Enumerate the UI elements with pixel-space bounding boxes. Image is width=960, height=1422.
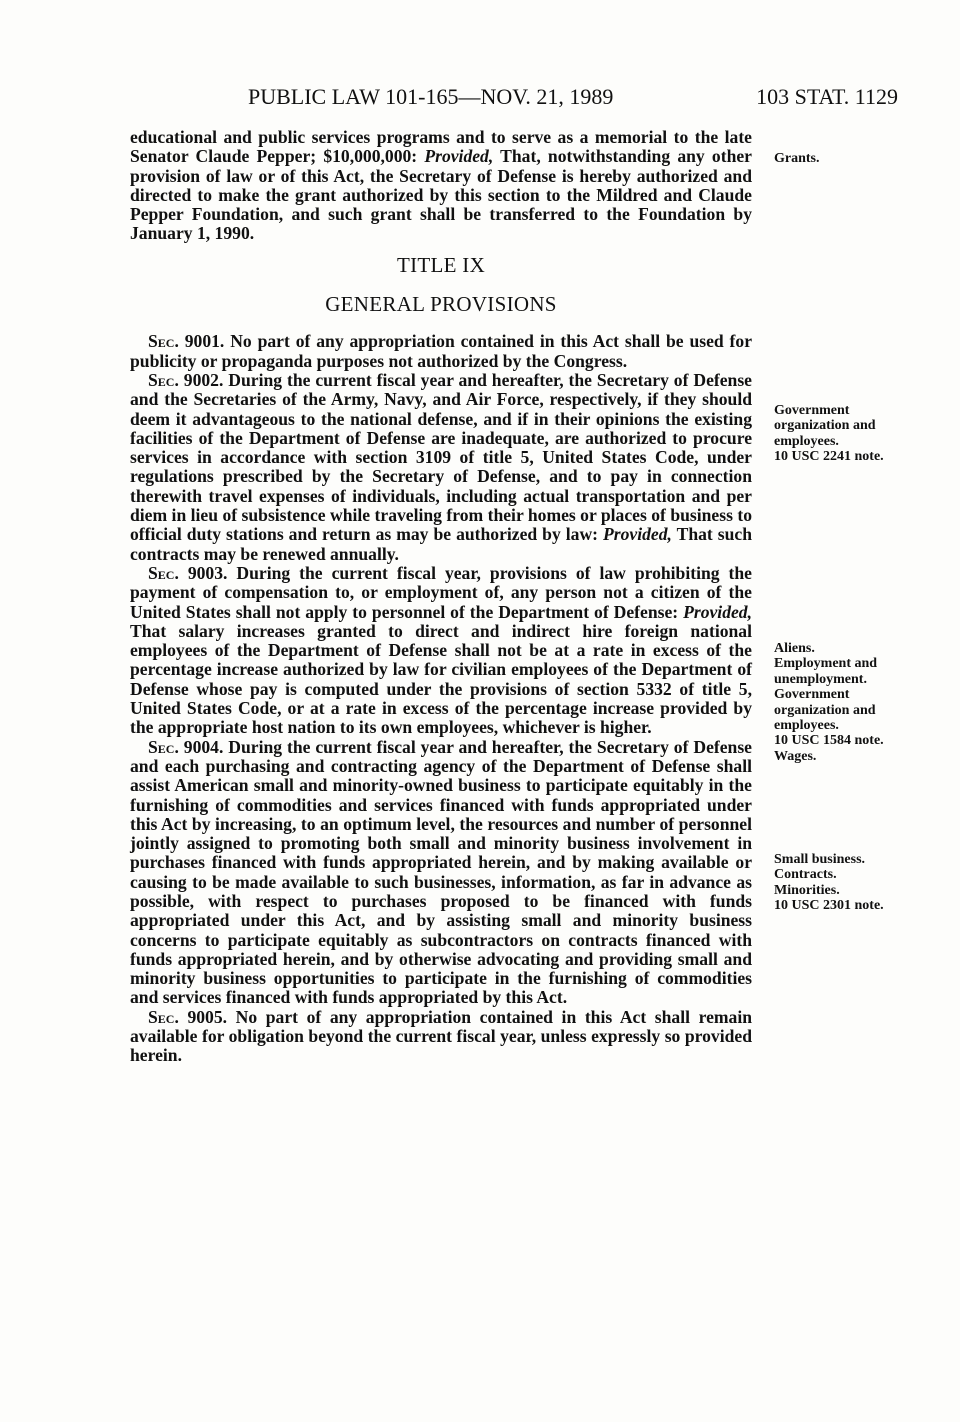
page-header	[0, 84, 960, 114]
margin-note-9003: Aliens. Employment and unemployment. Government organization and employees. 10 USC 1584 note. Wages.	[774, 641, 884, 764]
provided-italic: Provided,	[424, 146, 494, 167]
section-9001: Sec. 9001. No part of any appropriation contained in this Act shall be used for publicity or propaganda purposes not authorized by the Congress.	[130, 331, 753, 371]
section-label: Sec. 9001.	[148, 331, 225, 352]
stat-page-number: 103 STAT. 1129	[756, 84, 898, 109]
section-9004: Sec. 9004. During the current fiscal year and hereafter, the Secretary of Defense and each purchasing and contracting agency of the Department of Defense shall assist American small and minority-owned business to participate equitably in the furnishing of commodities and services financed with funds appropriated under this Act by increasing, to an optimum level, the resources and number of personnel jointly assigned to promoting both small and minority business involvement in purchases financed with funds appropriated herein, and by making available or causing to be made available to such businesses, information, as far in advance as possible, with respect to purchases proposed to be financed with funds appropriated under this Act, and by assisting small and minority business concerns to participate equitably as subcontractors on contracts financed with funds appropriated herein, and by otherwise advocating and providing small and minority business opportunities to participate in the furnishing of commodities and services financed with funds appropriated by this Act.	[130, 736, 752, 1008]
margin-note-9002: Government organization and employees. 10 USC 2241 note.	[774, 403, 884, 465]
margin-note-9004: Small business. Contracts. Minorities. 10 USC 2301 note.	[774, 852, 884, 914]
margin-note-grants: Grants.	[774, 151, 820, 166]
section-label: Sec. 9003.	[148, 562, 228, 583]
opening-paragraph: educational and public services programs and to serve as a memorial to the late Senator Claude Pepper; $10,000,000: Provided, That, notwithstanding any other provision of law or of this Act, the Secretary of Defense is hereby authorized and directed to make the grant authorized by this section to the Mildred and Claude Pepper Foundation, and such grant shall be transferred to the Foundation by January 1, 1990.	[130, 127, 752, 244]
section-label: Sec. 9005.	[148, 1006, 228, 1027]
section-label: Sec. 9004.	[148, 736, 224, 757]
law-title: PUBLIC LAW 101-165—NOV. 21, 1989	[248, 84, 614, 109]
section-9003: Sec. 9003. During the current fiscal year, provisions of law prohibiting the payment of compensation to, or employment of, any person not a citizen of the United States shall not apply to personnel of the Department of Defense: Provided, That salary increases granted to direct and indirect hire foreign national employees of the Department of Defense shall not be at a rate in excess of the percentage increase authorized by law for civilian employees of the Department of Defense whose pay is computed under the provisions of section 5332 of title 5, United States Code, or at a rate in excess of the percentage increase provided by the appropriate host nation to its own employees, whichever is higher.	[130, 562, 752, 738]
section-label: Sec. 9002.	[148, 369, 224, 390]
subtitle-heading: GENERAL PROVISIONS	[325, 292, 557, 317]
provided-italic: Provided,	[683, 601, 752, 622]
section-9002: Sec. 9002. During the current fiscal year and hereafter, the Secretary of Defense and the Secretaries of the Army, Navy, and Air Force, respectively, if they should deem it advantageous to the national defense, and if in their opinions the existing facilities of the Department of Defense are inadequate, are authorized to procure services in accordance with section 3109 of title 5, United States Code, under regulations prescribed by the Secretary of Defense, and to pay in connection therewith travel expenses of individuals, including actual transportation and per diem in lieu of subsistence while traveling from their homes or places of business to official duty stations and return as may be authorized by law: Provided, That such contracts may be renewed annually.	[130, 369, 752, 564]
title-heading: TITLE IX	[396, 252, 486, 277]
main-text-column	[130, 128, 752, 1066]
section-9005: Sec. 9005. No part of any appropriation contained in this Act shall remain available for obligation beyond the current fiscal year, unless expressly so provided herein.	[130, 1006, 753, 1066]
provided-italic: Provided,	[603, 524, 672, 545]
